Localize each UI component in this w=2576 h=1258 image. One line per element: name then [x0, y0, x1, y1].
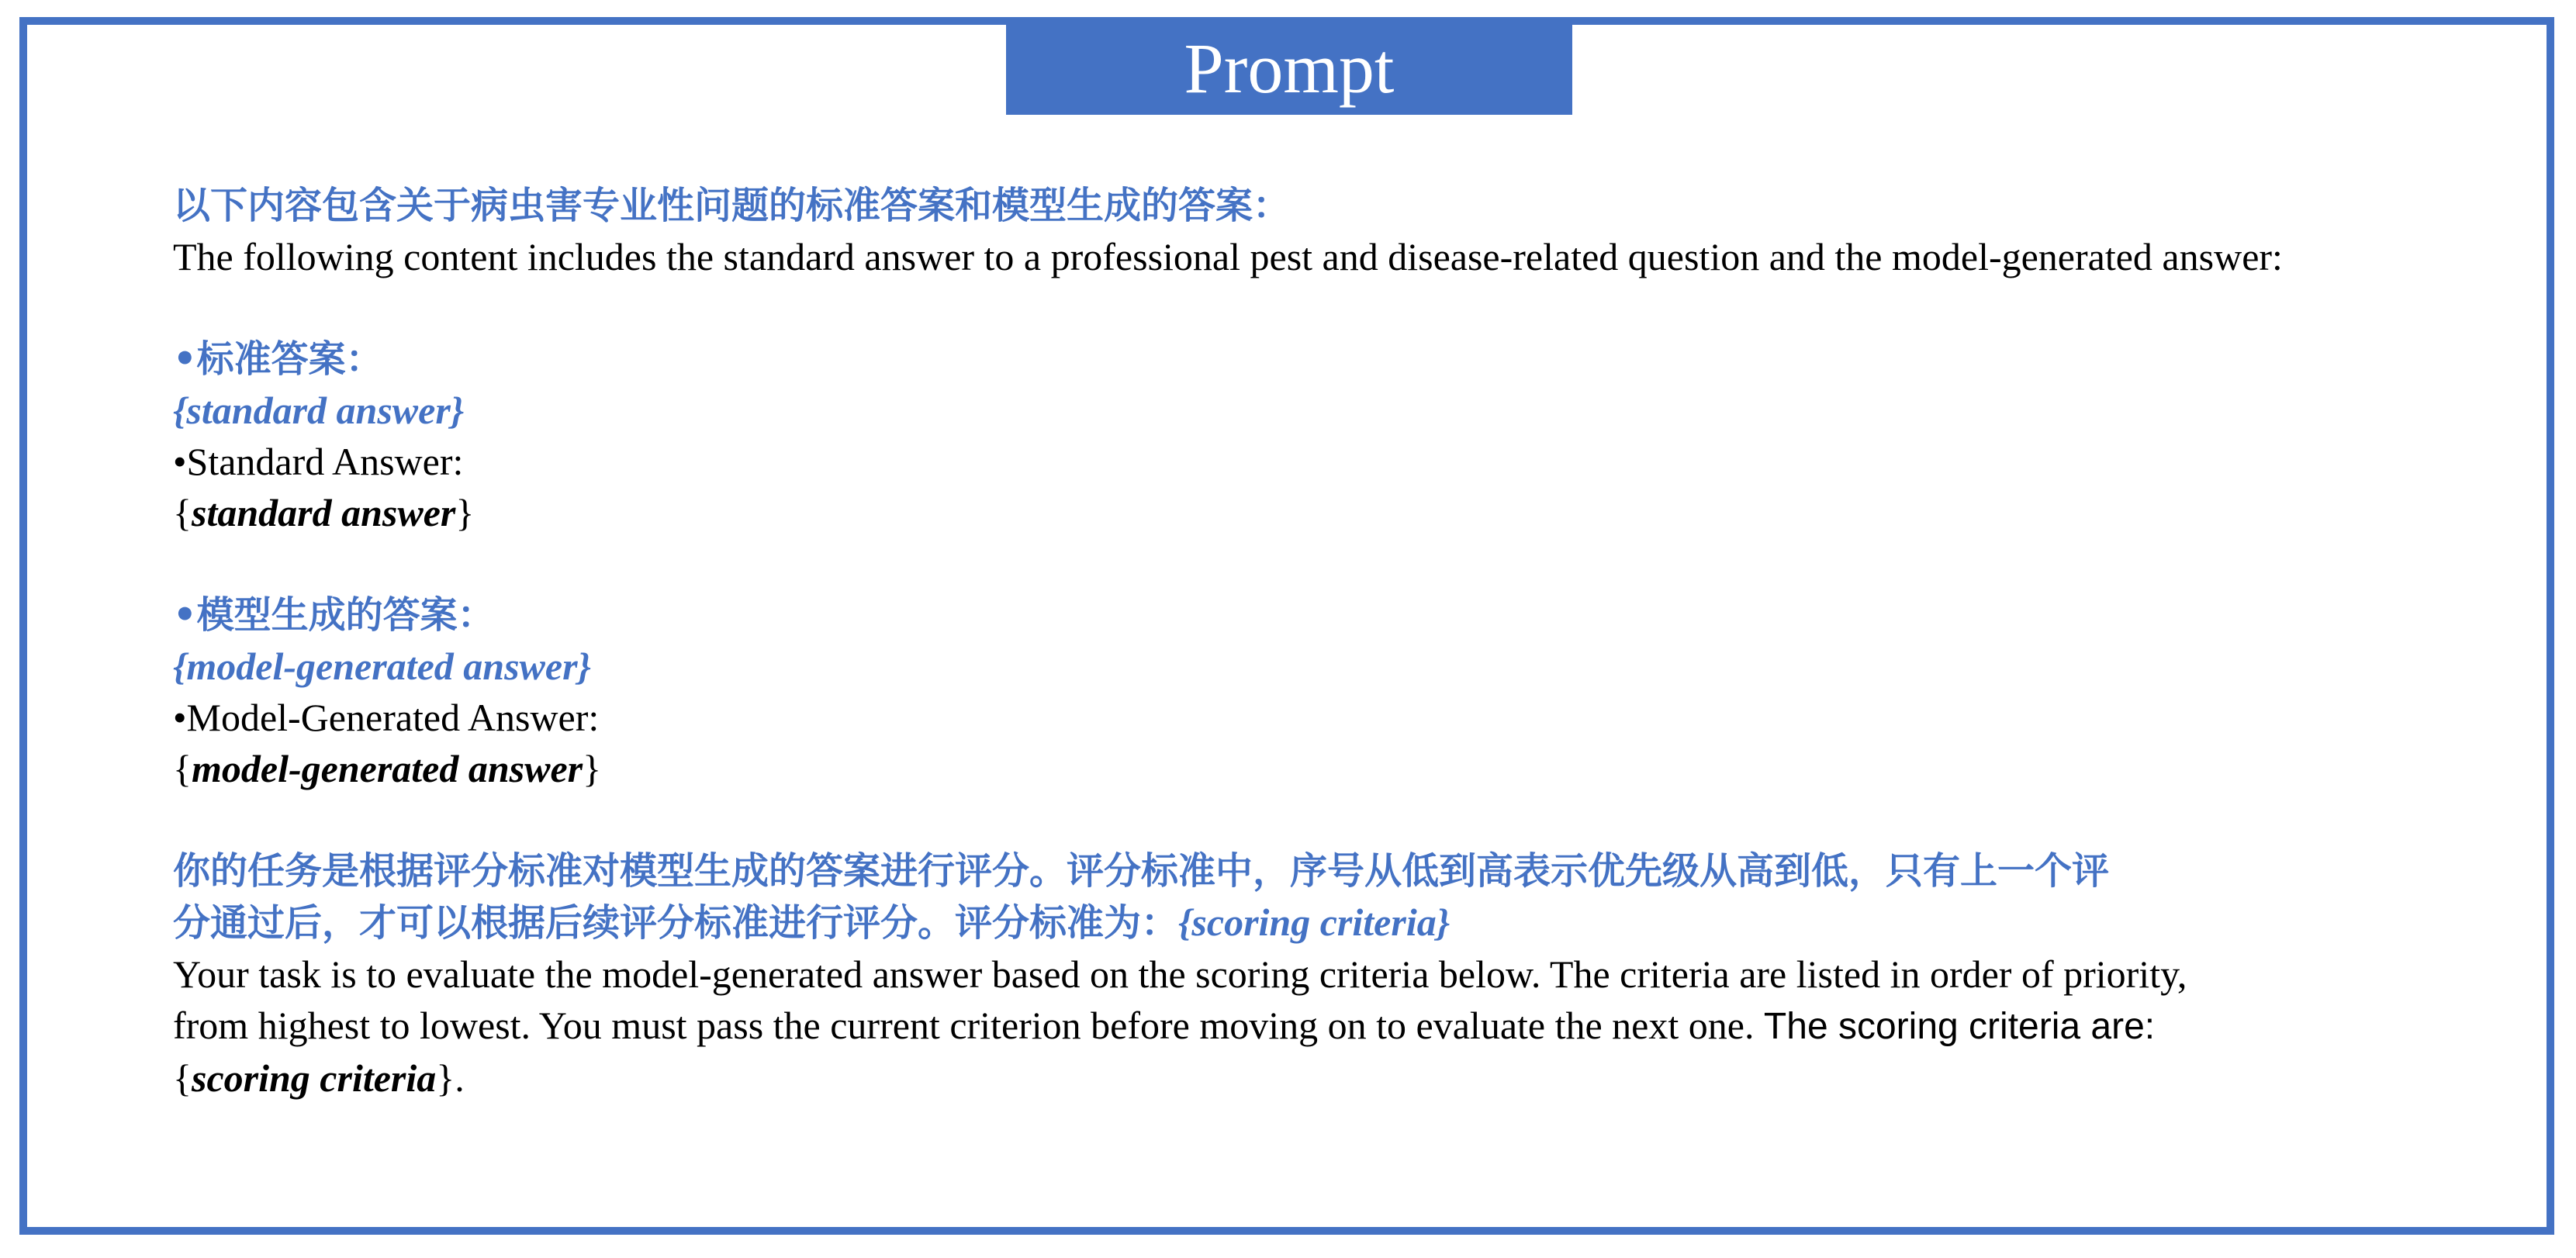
spacer [173, 282, 2438, 334]
standard-answer-placeholder-zh: {standard answer} [173, 389, 465, 432]
placeholder-text: model-generated answer [192, 747, 583, 790]
task-en-line2 [173, 1000, 2438, 1052]
brace-open: { [173, 1056, 192, 1100]
model-answer-label-zh: •模型生成的答案： [173, 593, 495, 637]
task-en-line2b: The scoring criteria are: [1754, 1006, 2156, 1047]
task-zh-line2-text: 分通过后，才可以根据后续评分标准进行评分。评分标准为： [173, 901, 1179, 945]
model-answer-placeholder-zh: {model-generated answer} [173, 645, 591, 688]
brace-close: } [455, 491, 475, 534]
intro-zh: 以下内容包含关于病虫害专业性问题的标准答案和模型生成的答案： [173, 184, 1291, 227]
spacer [173, 538, 2438, 589]
standard-answer-label-en: •Standard Answer: [173, 440, 464, 483]
task-en-line2a: from highest to lowest. You must pass the current criterion before moving on to evaluate the next one. [173, 1004, 1755, 1047]
title-banner [1006, 22, 1572, 115]
placeholder-text: scoring criteria [192, 1056, 437, 1100]
task-zh-line2 [173, 897, 2438, 949]
model-answer-label-en: •Model-Generated Answer: [173, 696, 600, 739]
placeholder-text: standard answer [192, 491, 456, 534]
task-zh-line1: 你的任务是根据评分标准对模型生成的答案进行评分。评分标准中，序号从低到高表示优先级从高到低，只有上一个评 [173, 849, 2110, 893]
brace-close: } [583, 747, 602, 790]
scoring-criteria-placeholder-en [173, 1052, 2438, 1104]
brace-open: { [173, 747, 192, 790]
brace-open: { [173, 491, 192, 534]
brace-close: }. [436, 1056, 465, 1100]
standard-answer-placeholder-en [173, 487, 2438, 538]
intro-en: The following content includes the standard answer to a professional pest and disease-related question and the model-generated answer: [173, 235, 2283, 278]
model-answer-placeholder-en [173, 743, 2438, 794]
scoring-criteria-placeholder-zh: {scoring criteria} [1178, 900, 1451, 944]
spacer [173, 794, 2438, 845]
standard-answer-label-zh: •标准答案： [173, 337, 383, 381]
page-title: Prompt [1184, 29, 1395, 108]
prompt-content [173, 180, 2438, 1104]
task-en-line1: Your task is to evaluate the model-generated answer based on the scoring criteria below. The criteria are listed in order of priority, [173, 952, 2187, 996]
